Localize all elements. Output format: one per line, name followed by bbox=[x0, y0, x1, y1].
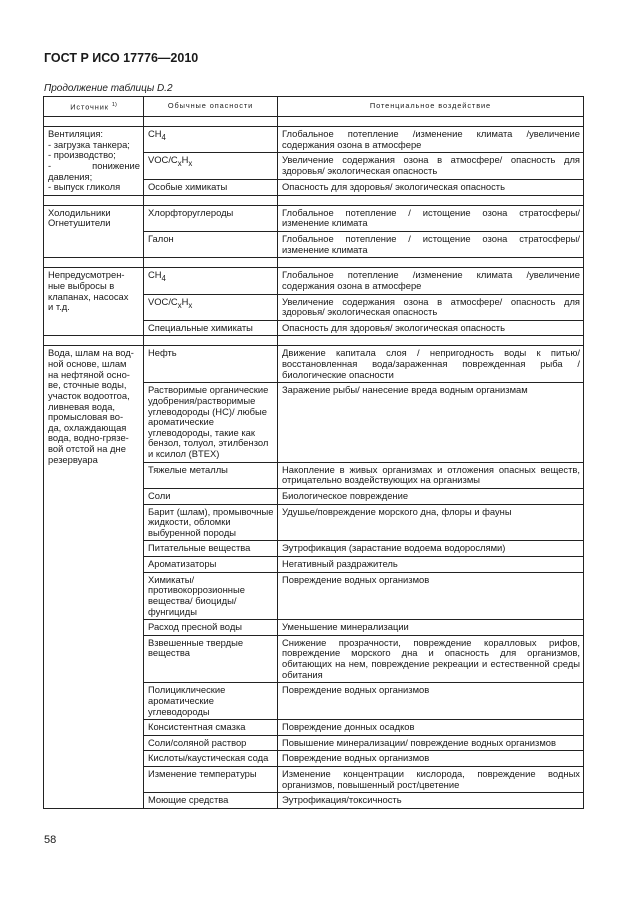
impact-cell: Эутрофикация/токсичность bbox=[278, 793, 584, 809]
source-cell bbox=[44, 346, 144, 809]
header-source: Источник $^{1)}$ bbox=[44, 97, 144, 117]
spacer-cell bbox=[144, 195, 278, 205]
impact-cell: Уменьшение минерализации bbox=[278, 620, 584, 636]
source-line: ные выбросы в bbox=[48, 279, 115, 291]
table-row bbox=[44, 346, 584, 383]
source-line: промысловая во- bbox=[48, 411, 124, 423]
hazard-cell: Ароматизаторы bbox=[144, 557, 278, 573]
table-caption: Продолжение таблицы D.2 bbox=[44, 83, 173, 94]
source-line: участок водоотгоа, bbox=[48, 389, 130, 401]
impact-cell: Повреждение водных организмов bbox=[278, 572, 584, 620]
hazard-cell: Расход пресной воды bbox=[144, 620, 278, 636]
impact-cell: Глобальное потепление / истощение озона стратосферы/ изменение климата bbox=[278, 232, 584, 258]
group-spacer bbox=[44, 258, 584, 268]
impact-cell: Движение капитала слоя / непригодность воды к питью/ восстановленная вода/зараженная поврежденная рыба / биологические опасности bbox=[278, 346, 584, 383]
hazard-cell: Особые химикаты bbox=[144, 179, 278, 195]
source-cell bbox=[44, 268, 144, 336]
impact-cell: Эутрофикация (зарастание водоема водорослями) bbox=[278, 541, 584, 557]
hazard-cell: Изменение температуры bbox=[144, 767, 278, 793]
hazard-cell: Консистентная смазка bbox=[144, 720, 278, 736]
table-row bbox=[44, 205, 584, 231]
impact-cell: Удушье/повреждение морского дна, флоры и фауны bbox=[278, 504, 584, 541]
table-row bbox=[44, 127, 584, 153]
source-line: - выпуск гликоля bbox=[48, 181, 121, 193]
page-number: 58 bbox=[44, 834, 57, 846]
spacer-cell bbox=[144, 117, 278, 127]
source-line: Холодильники bbox=[48, 206, 111, 218]
spacer-cell bbox=[44, 117, 144, 127]
hazard-cell: Хлорфторуглероды bbox=[144, 205, 278, 231]
spacer-cell bbox=[44, 195, 144, 205]
table-row bbox=[44, 268, 584, 294]
source-cell bbox=[44, 127, 144, 196]
source-line: клапанах, насосах bbox=[48, 290, 129, 302]
source-line: резервуара bbox=[48, 453, 98, 465]
impact-cell: Опасность для здоровья/ экологическая опасность bbox=[278, 179, 584, 195]
source-line: ве, сточные воды, bbox=[48, 379, 127, 391]
source-line: да, охлаждающая bbox=[48, 421, 127, 433]
spacer-cell bbox=[44, 336, 144, 346]
impact-cell: Увеличение содержания озона в атмосфере/ опасность для здоровья/ экологическая опасность bbox=[278, 153, 584, 179]
impact-cell: Снижение прозрачности, повреждение коралловых рифов, повреждение морского дна и опасность для организмов, обитающих на нем, повреждение рекреации и естественной среды обитания bbox=[278, 635, 584, 683]
spacer-cell bbox=[144, 336, 278, 346]
impact-cell: Увеличение содержания озона в атмосфере/ опасность для здоровья/ экологическая опасность bbox=[278, 294, 584, 320]
impact-cell: Негативный раздражитель bbox=[278, 557, 584, 573]
hazard-cell: Соли bbox=[144, 488, 278, 504]
hazards-table bbox=[43, 96, 584, 809]
hazard-cell: Растворимые органические удобрения/растворимые углеводороды (НС)/ любые ароматические углеводороды, такие как бензол, толуол, этилбензол и ксилол (BTEX) bbox=[144, 383, 278, 462]
hazard-cell: Химикаты/ противокоррозионные вещества/ биоциды/ фунгициды bbox=[144, 572, 278, 620]
hazard-cell: Галон bbox=[144, 232, 278, 258]
table-header-row bbox=[44, 97, 584, 117]
spacer-cell bbox=[278, 117, 584, 127]
document-header: ГОСТ Р ИСО 17776—2010 bbox=[44, 51, 199, 65]
header-impact: Потенциальное воздействие bbox=[278, 97, 584, 117]
hazard-cell: VOC/$C_xH_x$ bbox=[144, 153, 278, 179]
impact-cell: Глобальное потепление /изменение климата /увеличение содержания озона в атмосфере bbox=[278, 268, 584, 294]
impact-cell: Накопление в живых организмах и отложения опасных веществ, отрицательно воздействующих на организмы bbox=[278, 462, 584, 488]
source-line: Непредусмотрен- bbox=[48, 269, 125, 281]
source-line: Вентиляция: bbox=[48, 128, 104, 139]
impact-cell: Повреждение водных организмов bbox=[278, 751, 584, 767]
spacer-cell bbox=[278, 195, 584, 205]
group-spacer bbox=[44, 195, 584, 205]
hazard-cell: Специальные химикаты bbox=[144, 320, 278, 336]
spacer-cell bbox=[278, 336, 584, 346]
source-line: Вода, шлам на вод- bbox=[48, 347, 134, 359]
hazard-cell: Полициклические ароматические углеводороды bbox=[144, 683, 278, 720]
source-line: вода, водно-грязе- bbox=[48, 432, 129, 444]
group-spacer bbox=[44, 336, 584, 346]
group-spacer bbox=[44, 117, 584, 127]
source-line: вой отстой на дне bbox=[48, 443, 126, 454]
source-line: ной основе, шлам bbox=[48, 358, 127, 369]
source-line: на нефтяной осно- bbox=[48, 368, 130, 380]
hazard-cell: Нефть bbox=[144, 346, 278, 383]
hazard-cell: Взвешенные твердые вещества bbox=[144, 635, 278, 683]
header-hazards: Обычные опасности bbox=[144, 97, 278, 117]
hazard-cell: $CH_4$ bbox=[144, 127, 278, 153]
impact-cell: Повышение минерализации/ повреждение водных организмов bbox=[278, 735, 584, 751]
source-line: - загрузка танкера; bbox=[48, 138, 130, 150]
source-line: - производство; bbox=[48, 149, 116, 161]
hazard-cell: Кислоты/каустическая сода bbox=[144, 751, 278, 767]
impact-cell: Повреждение водных организмов bbox=[278, 683, 584, 720]
impact-cell: Изменение концентрации кислорода, повреждение водных организмов, повышенный рост/цветение bbox=[278, 767, 584, 793]
hazard-cell: $CH_4$ bbox=[144, 268, 278, 294]
hazard-cell: Соли/соляной раствор bbox=[144, 735, 278, 751]
source-line: - понижение давления; bbox=[48, 159, 140, 182]
spacer-cell bbox=[278, 258, 584, 268]
source-line: ливневая вода, bbox=[48, 400, 116, 412]
source-cell bbox=[44, 205, 144, 258]
hazard-cell: Моющие средства bbox=[144, 793, 278, 809]
source-line: и т.д. bbox=[48, 301, 70, 313]
impact-cell: Биологическое повреждение bbox=[278, 488, 584, 504]
spacer-cell bbox=[144, 258, 278, 268]
hazard-cell: Питательные вещества bbox=[144, 541, 278, 557]
spacer-cell bbox=[44, 258, 144, 268]
hazard-cell: Тяжелые металлы bbox=[144, 462, 278, 488]
impact-cell: Глобальное потепление / истощение озона стратосферы/ изменение климата bbox=[278, 205, 584, 231]
impact-cell: Опасность для здоровья/ экологическая опасность bbox=[278, 320, 584, 336]
hazard-cell: Барит (шлам), промывочные жидкости, обломки выбуренной породы bbox=[144, 504, 278, 541]
source-line: Огнетушители bbox=[48, 217, 111, 229]
impact-cell: Повреждение донных осадков bbox=[278, 720, 584, 736]
footnote-mark: 1) bbox=[111, 101, 117, 108]
impact-cell: Глобальное потепление /изменение климата /увеличение содержания озона в атмосфере bbox=[278, 127, 584, 153]
impact-cell: Заражение рыбы/ нанесение вреда водным организмам bbox=[278, 383, 584, 462]
hazard-cell: VOC/$C_xH_x$ bbox=[144, 294, 278, 320]
